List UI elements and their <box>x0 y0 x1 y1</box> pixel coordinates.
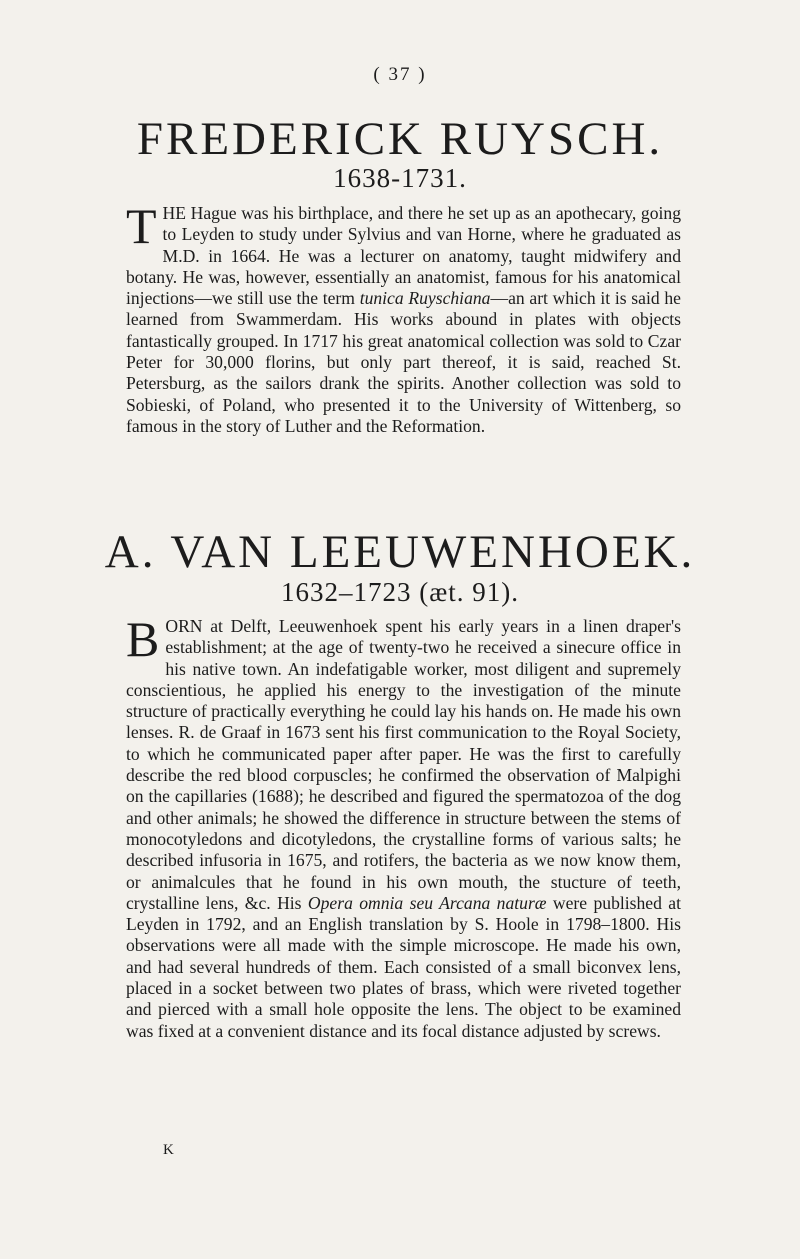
section-body-ruysch <box>126 198 681 437</box>
page-number: ( 37 ) <box>373 64 427 85</box>
text-lead: ORN at Delft, Leeuwenhoek spent his early years in a linen draper's establishment; at the age of twenty-two he received a sinecure office in his native town. An indefatigable worker, most diligent and supremely conscientious, he applied his energy to the investigation of the minute structure of practically everything he could lay his hands on. He made his own lenses. R. de Graaf in 1673 sent his first communication to the Royal Society, to which he communicated paper after paper. He was the first to carefully describe the red blood corpuscles; he confirmed the observation of Malpighi on the capillaries (1688); he described and figured the spermatozoa of the dog and other animals; he showed the difference in structure between the stems of monocotyledons and dicotyledons, the crystalline forms of various salts; he described infusoria in 1675, and rotifers, the bacteria as we now know them, or animalcules that he found in his own mouth, the stucture of teeth, crystalline lens, &c. His <box>126 616 681 913</box>
text-lead: HE Hague was his birthplace, and there he set up as an apothecary, going to Leyden to study under Sylvius and van Horne, where he graduated as M.D. in 1664. He was a lecturer on anatomy, taught midwifery and botany. He was, however, essentially an anatomist, famous for his anatomical injections—we still use the term <box>126 203 681 309</box>
drop-cap: B <box>126 611 160 667</box>
text-tail: were published at Leyden in 1792, and an English translation by S. Hoole in 1798–1800. His observations were all made with the simple microscope. He made his own, and had several hundreds of them. Each consisted of a small biconvex lens, placed in a socket between two plates of brass, which were riveted together and pierced with a small hole opposite the lens. The object to be examined was fixed at a convenient distance and its focal distance adjusted by screws. <box>126 892 681 1041</box>
section-body-leeuwenhoek <box>126 611 681 1042</box>
paragraph <box>126 611 681 1042</box>
section-dates-ruysch: 1638-1731. <box>333 163 467 193</box>
signature-mark: K <box>163 1142 174 1158</box>
section-dates-leeuwenhoek: 1632–1723 (æt. 91). <box>281 577 519 607</box>
italic-term: tunica Ruyschiana <box>359 288 491 309</box>
italic-term: Opera omnia seu Arcana naturæ <box>307 892 547 913</box>
section-title-ruysch: FREDERICK RUYSCH. <box>136 113 664 165</box>
text-tail: —an art which it is said he learned from Swammerdam. His works abound in plates with objects fantastically grouped. In 1717 his great anatomical collection was sold to Czar Peter for 30,000 florins, but only part thereof, it is said, reached St. Petersburg, as the sailors drank the spirits. Another collection was sold to Sobieski, of Poland, who presented it to the University of Wittenberg, so famous in the story of Luther and the Reformation. <box>126 288 681 436</box>
drop-cap: T <box>126 198 157 254</box>
section-title-leeuwenhoek: A. VAN LEEUWENHOEK. <box>104 526 696 578</box>
paragraph <box>126 198 681 437</box>
